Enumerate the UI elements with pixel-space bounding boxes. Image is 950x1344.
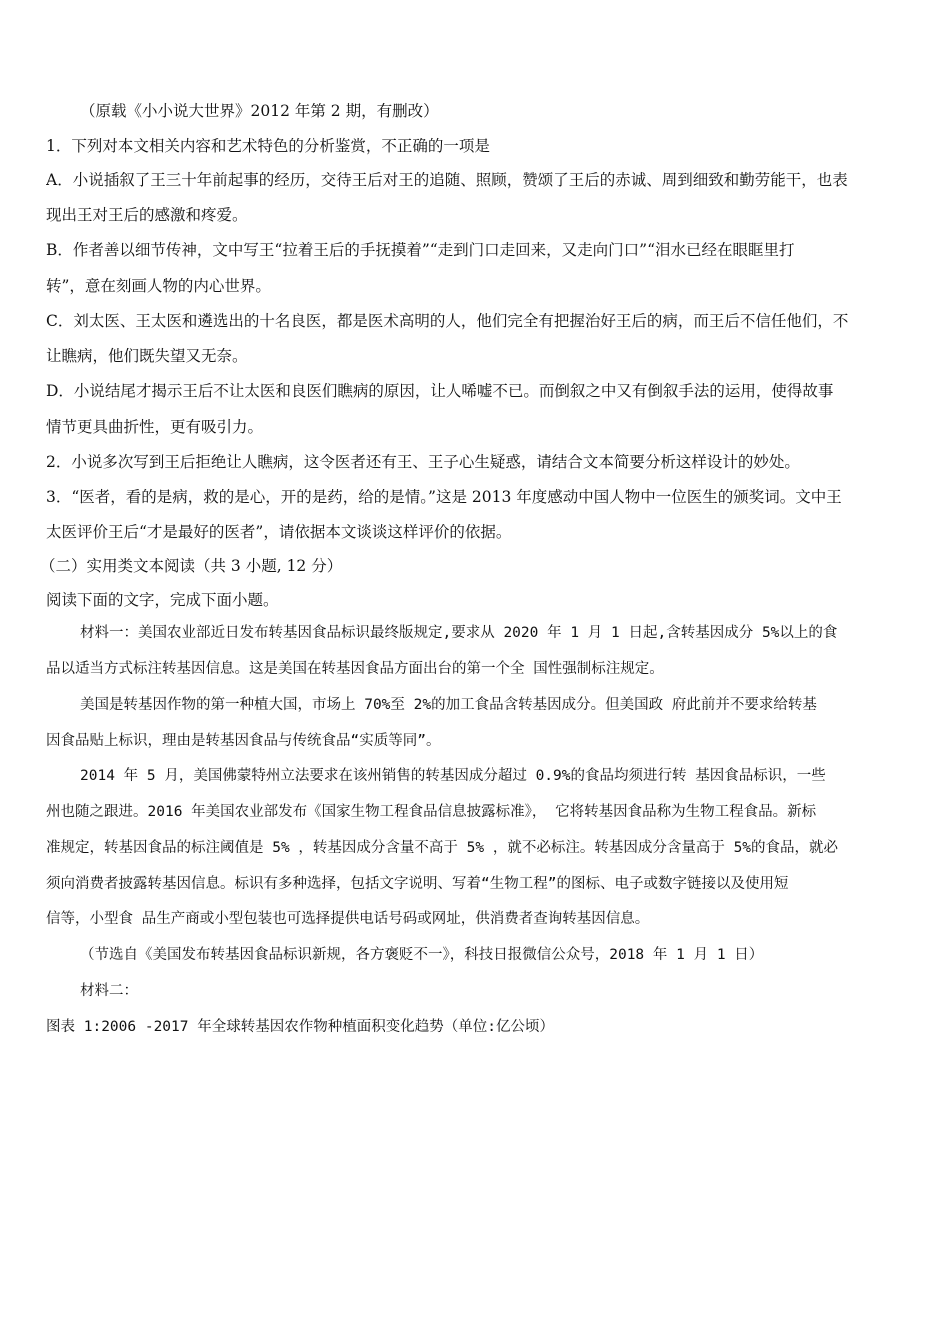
material-1-para-2-line-2: 因食品贴上标识，理由是转基因食品与传统食品“实质等同”。 xyxy=(46,733,441,749)
option-d-line-2: 情节更具曲折性，更有吸引力。 xyxy=(46,418,264,436)
instructions: 阅读下面的文字，完成下面小题。 xyxy=(46,591,279,609)
material-2-label: 材料二： xyxy=(80,983,138,999)
material-1-para-3-line-3: 准规定，转基因食品的标注阈值是 5% ，转基因成分含量不高于 5% ，就不必标注。转基因成分含量高于 5%的食品，就必 xyxy=(46,840,839,856)
option-b-line-2: 转”，意在刻画人物的内心世界。 xyxy=(46,277,271,295)
section-heading: （二）实用类文本阅读（共 3 小题, 12 分） xyxy=(40,557,343,575)
option-c-line-1: C．刘太医、王太医和遴选出的十名良医，都是医术高明的人，他们完全有把握治好王后的病，而王后不信任他们，不 xyxy=(46,312,849,330)
option-c-line-2: 让瞧病，他们既失望又无奈。 xyxy=(46,347,248,365)
material-1-line-2: 品以适当方式标注转基因信息。这是美国在转基因食品方面出台的第一个全 国性强制标注规定。 xyxy=(46,661,664,677)
material-1-line-1: 材料一：美国农业部近日发布转基因食品标识最终版规定,要求从 2020 年 1 月 1 日起,含转基因成分 5%以上的食 xyxy=(80,625,838,641)
option-d-line-1: D．小说结尾才揭示王后不让太医和良医们瞧病的原因，让人唏嘘不已。而倒叙之中又有倒叙手法的运用，使得故事 xyxy=(46,382,834,400)
material-1-para-3-line-5: 信等，小型食 品生产商或小型包装也可选择提供电话号码或网址，供消费者查询转基因信息。 xyxy=(46,911,650,927)
source-citation: （原载《小小说大世界》2012 年第 2 期，有删改） xyxy=(80,102,439,120)
option-b-line-1: B．作者善以细节传神，文中写王“拉着王后的手抚摸着”“走到门口走回来，又走向门口”“泪水已经在眼眶里打 xyxy=(46,241,795,259)
question-3-line-1: 3．“医者，看的是病，救的是心，开的是药，给的是情。”这是 2013 年度感动中国人物中一位医生的颁奖词。文中王 xyxy=(46,488,842,506)
material-1-para-3-line-1: 2014 年 5 月，美国佛蒙特州立法要求在该州销售的转基因成分超过 0.9%的食品均须进行转 基因食品标识，一些 xyxy=(80,768,826,784)
question-2: 2．小说多次写到王后拒绝让人瞧病，这令医者还有王、王子心生疑惑，请结合文本简要分析这样设计的妙处。 xyxy=(46,453,800,471)
option-a-line-1: A．小说插叙了王三十年前起事的经历，交待王后对王的追随、照顾，赞颂了王后的赤诚、周到细致和勤劳能干，也表 xyxy=(46,171,848,189)
material-1-para-2-line-1: 美国是转基因作物的第一种植大国，市场上 70%至 2%的加工食品含转基因成分。但美国政 府此前并不要求给转基 xyxy=(80,697,817,713)
question-1: 1．下列对本文相关内容和艺术特色的分析鉴赏，不正确的一项是 xyxy=(46,137,490,155)
chart-1-caption: 图表 1:2006 -2017 年全球转基因农作物种植面积变化趋势（单位:亿公顷） xyxy=(46,1019,554,1035)
question-3-line-2: 太医评价王后“才是最好的医者”，请依据本文谈谈这样评价的依据。 xyxy=(46,523,512,541)
option-a-line-2: 现出王对王后的感激和疼爱。 xyxy=(46,206,248,224)
material-1-para-3-line-2: 州也随之跟进。2016 年美国农业部发布《国家生物工程食品信息披露标准》， 它将转基因食品称为生物工程食品。新标 xyxy=(46,804,817,820)
material-1-para-3-line-4: 须向消费者披露转基因信息。标识有多种选择，包括文字说明、写着“生物工程”的图标、电子或数字链接以及使用短 xyxy=(46,876,789,892)
material-1-source: （节选自《美国发布转基因食品标识新规，各方褒贬不一》，科技日报微信公众号，2018 年 1 月 1 日） xyxy=(80,947,764,963)
